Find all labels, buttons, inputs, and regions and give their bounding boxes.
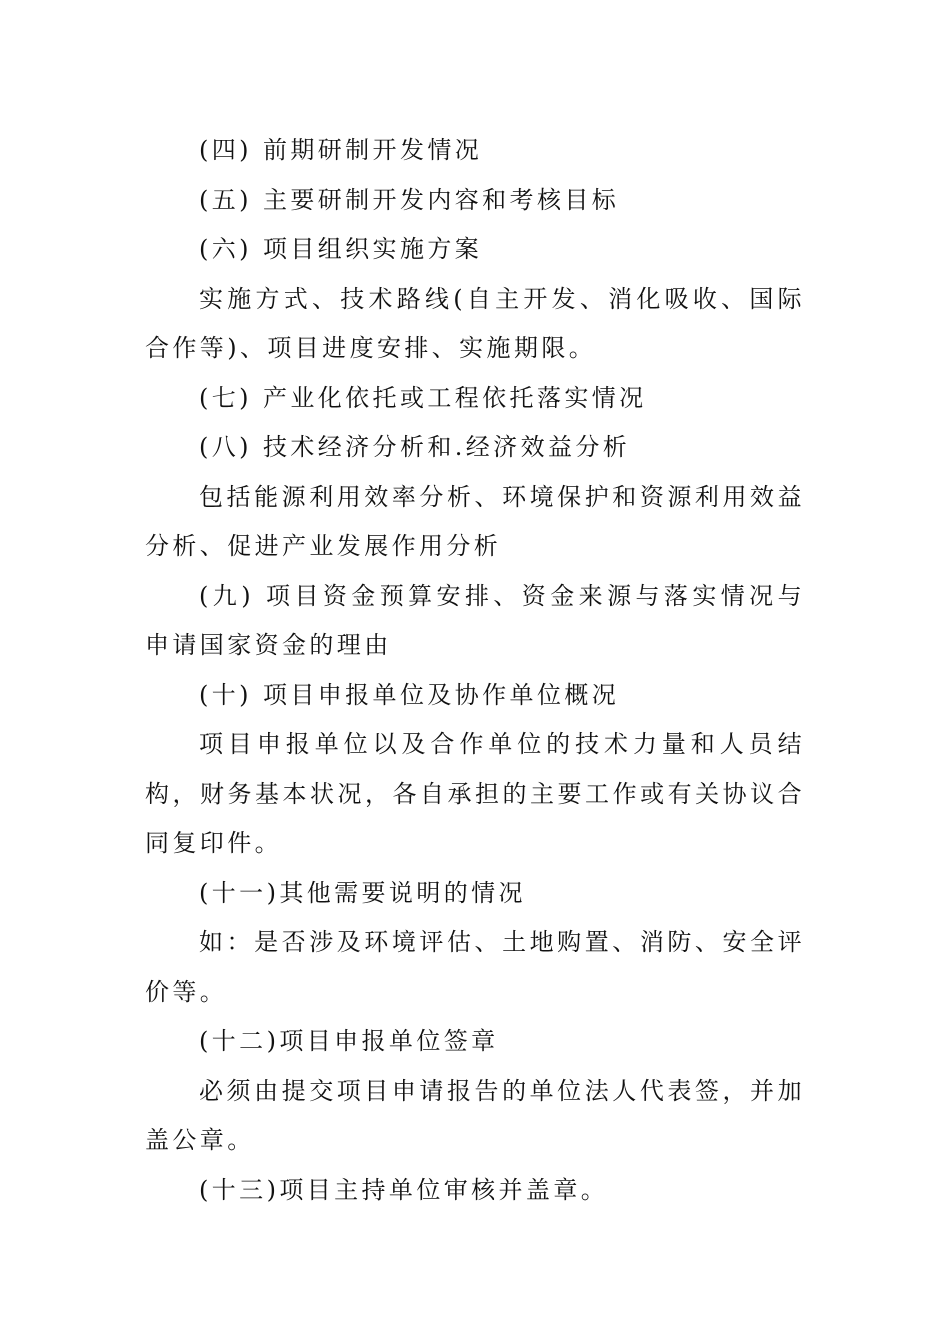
section-heading-6: (六) 项目组织实施方案 bbox=[199, 235, 483, 263]
section-12-description: 必须由提交项目申请报告的单位法人代表签，并加盖公章。 bbox=[145, 1076, 805, 1154]
section-heading-9: (九) 项目资金预算安排、资金来源与落实情况与申请国家资金的理由 bbox=[145, 581, 805, 659]
section-heading-5: (五) 主要研制开发内容和考核目标 bbox=[199, 185, 620, 214]
document-body bbox=[145, 126, 805, 1215]
section-heading-4: (四) 前期研制开发情况 bbox=[199, 136, 483, 164]
section-10-description: 项目申报单位以及合作单位的技术力量和人员结构，财务基本状况，各自承担的主要工作或有关协议合同复印件。 bbox=[145, 730, 805, 857]
section-8-description: 包括能源利用效率分析、环境保护和资源利用效益分析、促进产业发展作用分析 bbox=[145, 482, 805, 560]
section-heading-11: (十一)其他需要说明的情况 bbox=[199, 878, 526, 907]
section-heading-8: (八) 技术经济分析和.经济效益分析 bbox=[199, 433, 631, 461]
section-6-description: 实施方式、技术路线(自主开发、消化吸收、国际合作等)、项目进度安排、实施期限。 bbox=[145, 284, 805, 362]
section-11-description: 如：是否涉及环境评估、土地购置、消防、安全评价等。 bbox=[145, 928, 805, 1006]
section-heading-7: (七) 产业化依托或工程依托落实情况 bbox=[199, 383, 647, 412]
section-heading-12: (十二)项目申报单位签章 bbox=[199, 1027, 499, 1055]
section-heading-10: (十) 项目申报单位及协作单位概况 bbox=[199, 680, 620, 709]
section-heading-13: (十三)项目主持单位审核并盖章。 bbox=[199, 1175, 609, 1204]
